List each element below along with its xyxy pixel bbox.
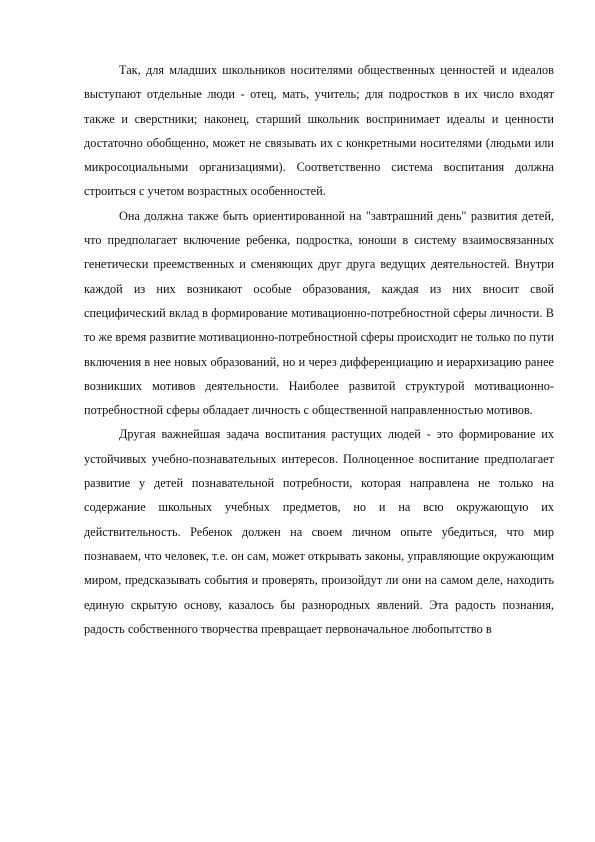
document-page bbox=[84, 58, 554, 641]
paragraph-1: Так, для младших школьников носителями общественных ценностей и идеалов выступают отдельные люди - отец, мать, учитель; для подростков в их число входят также и сверстники; наконец, старший школьник воспринимает идеалы и ценности достаточно обобщенно, может не связывать их с конкретными носителями (людьми или микросоциальными организациями). Соответственно система воспитания должна строиться с учетом возрастных особенностей. bbox=[84, 63, 554, 199]
paragraph-3: Другая важнейшая задача воспитания растущих людей - это формирование их устойчивых учебно-познавательных интересов. Полноценное воспитание предполагает развитие у детей познавательной потребности, которая направлена не только на содержание школьных учебных предметов, но и на всю окружающую их действительность. Ребенок должен на своем личном опыте убедиться, что мир познаваем, что человек, т.е. он сам, может открывать законы, управляющие окружающим миром, предсказывать события и проверять, произойдут ли они на самом деле, находить единую скрытую основу, казалось бы разнородных явлений. Эта радость познания, радость собственного творчества превращает первоначальное любопытство в bbox=[84, 427, 554, 636]
paragraph-2: Она должна также быть ориентированной на "завтрашний день" развития детей, что предполагает включение ребенка, подростка, юноши в систему взаимосвязанных генетически преемственных и сменяющих друг друга ведущих деятельностей. Внутри каждой из них возникают особые образования, каждая из них вносит свой специфический вклад в формирование мотивационно-потребностной сферы личности. В то же время развитие мотивационно-потребностной сферы происходит не только по пути включения в нее новых образований, но и через дифференциацию и иерархизацию ранее возникших мотивов деятельности. Наиболее развитой структурой мотивационно-потребностной сферы обладает личность с общественной направленностью мотивов. bbox=[84, 208, 554, 418]
